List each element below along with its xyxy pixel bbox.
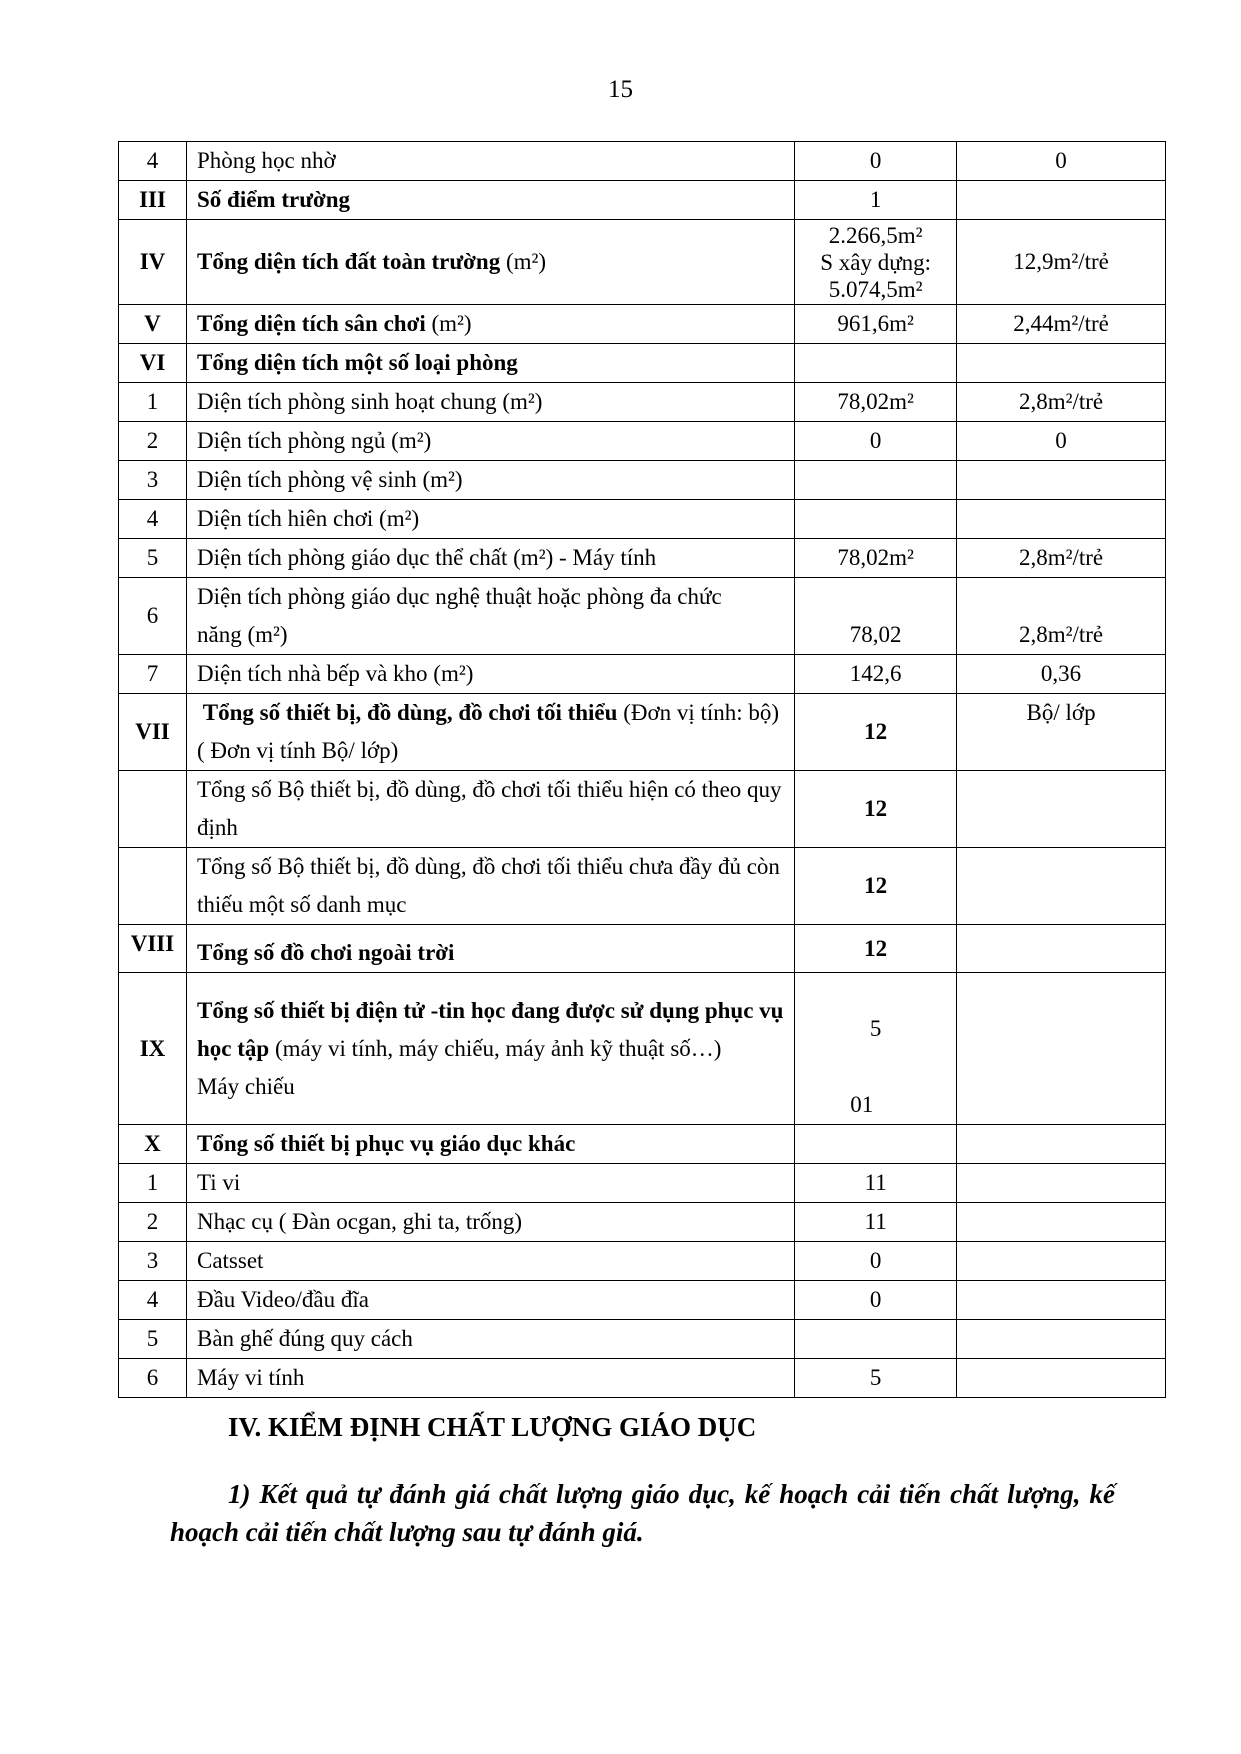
row-number: VIII <box>119 925 187 973</box>
row-ratio <box>957 1125 1166 1164</box>
row-label: Máy vi tính <box>186 1359 794 1398</box>
table-row <box>119 1125 1166 1164</box>
row-ratio: Bộ/ lớp <box>957 694 1166 771</box>
row-ratio: 12,9m²/trẻ <box>957 220 1166 305</box>
row-label <box>186 973 794 1125</box>
row-value: 961,6m² <box>795 305 957 344</box>
table-row <box>119 973 1166 1125</box>
table-row <box>119 1164 1166 1203</box>
row-ratio: 0,36 <box>957 655 1166 694</box>
row-label: Tổng số Bộ thiết bị, đồ dùng, đồ chơi tối thiểu chưa đầy đủ còn thiếu một số danh mục <box>186 848 794 925</box>
table-row <box>119 539 1166 578</box>
table-row <box>119 422 1166 461</box>
row-value: 78,02m² <box>795 539 957 578</box>
row-number: IX <box>119 973 187 1125</box>
row-label: Diện tích phòng ngủ (m²) <box>186 422 794 461</box>
row-number: 6 <box>119 1359 187 1398</box>
row-label-bold: Tổng diện tích sân chơi <box>196 311 426 336</box>
row-value-line: 5 <box>869 1016 882 1041</box>
table-row <box>119 181 1166 220</box>
row-value: 12 <box>795 771 957 848</box>
row-value: 5 <box>795 1359 957 1398</box>
row-ratio <box>957 1242 1166 1281</box>
row-value-extra: 01 <box>850 1092 874 1117</box>
row-number: 4 <box>119 1281 187 1320</box>
row-ratio: 0 <box>957 142 1166 181</box>
row-number: 3 <box>119 461 187 500</box>
row-label: Diện tích nhà bếp và kho (m²) <box>186 655 794 694</box>
facilities-table <box>118 141 1166 1398</box>
row-label-line: năng (m²) <box>196 622 288 647</box>
row-label: Diện tích phòng sinh hoạt chung (m²) <box>186 383 794 422</box>
table-row <box>119 142 1166 181</box>
table-row <box>119 655 1166 694</box>
table-row <box>119 1359 1166 1398</box>
row-number: 2 <box>119 1203 187 1242</box>
row-value <box>795 1320 957 1359</box>
row-number: 5 <box>119 1320 187 1359</box>
row-ratio <box>957 344 1166 383</box>
table-row <box>119 578 1166 655</box>
row-value: 12 <box>795 925 957 973</box>
table-row <box>119 771 1166 848</box>
row-label: Nhạc cụ ( Đàn ocgan, ghi ta, trống) <box>186 1203 794 1242</box>
row-ratio: 2,44m²/trẻ <box>957 305 1166 344</box>
table-row <box>119 1281 1166 1320</box>
row-label <box>186 220 794 305</box>
row-label-line: Diện tích phòng giáo dục nghệ thuật hoặc phòng đa chức <box>196 584 722 609</box>
row-ratio <box>957 1203 1166 1242</box>
row-ratio <box>957 771 1166 848</box>
row-label: Catsset <box>186 1242 794 1281</box>
row-label: Tổng số đồ chơi ngoài trời <box>186 925 794 973</box>
row-number: 4 <box>119 142 187 181</box>
row-value: 0 <box>795 422 957 461</box>
row-number <box>119 771 187 848</box>
row-number: 2 <box>119 422 187 461</box>
row-label <box>186 578 794 655</box>
row-number: IV <box>119 220 187 305</box>
row-ratio <box>957 925 1166 973</box>
row-label-rest: (máy vi tính, máy chiếu, máy ảnh kỹ thuật số…) <box>269 1035 722 1061</box>
row-number: 4 <box>119 500 187 539</box>
row-value: 0 <box>795 142 957 181</box>
table-row <box>119 1242 1166 1281</box>
row-value: 11 <box>795 1164 957 1203</box>
row-label-extra: Máy chiếu <box>196 1073 295 1099</box>
row-ratio <box>957 848 1166 925</box>
row-label-bold: Tổng diện tích đất toàn trường <box>196 249 501 274</box>
row-ratio <box>957 1281 1166 1320</box>
row-label: Diện tích phòng giáo dục thể chất (m²) - Máy tính <box>186 539 794 578</box>
row-number: 7 <box>119 655 187 694</box>
row-value <box>795 1125 957 1164</box>
row-value-line: S xây dựng: <box>820 249 932 275</box>
row-number <box>119 848 187 925</box>
row-number: VII <box>119 694 187 771</box>
table-row <box>119 220 1166 305</box>
row-value: 0 <box>795 1242 957 1281</box>
row-value <box>795 500 957 539</box>
row-value: 0 <box>795 1281 957 1320</box>
row-value: 12 <box>795 848 957 925</box>
row-ratio <box>957 1359 1166 1398</box>
row-ratio: 2,8m²/trẻ <box>957 578 1166 655</box>
row-value <box>795 344 957 383</box>
table-row <box>119 925 1166 973</box>
row-ratio: 2,8m²/trẻ <box>957 383 1166 422</box>
row-number: 1 <box>119 1164 187 1203</box>
row-ratio <box>957 181 1166 220</box>
table-row <box>119 344 1166 383</box>
table-row <box>119 694 1166 771</box>
section-heading: IV. KIỂM ĐỊNH CHẤT LƯỢNG GIÁO DỤC <box>228 1412 757 1442</box>
row-number: VI <box>119 344 187 383</box>
row-ratio: 0 <box>957 422 1166 461</box>
row-value: 78,02 <box>795 578 957 655</box>
row-label: Đầu Video/đầu đĩa <box>186 1281 794 1320</box>
table-row <box>119 848 1166 925</box>
row-value: 12 <box>795 694 957 771</box>
row-value: 11 <box>795 1203 957 1242</box>
row-number: 6 <box>119 578 187 655</box>
row-label: Số điểm trường <box>186 181 794 220</box>
row-label: Phòng học nhờ <box>186 142 794 181</box>
row-label-rest: (Đơn vị tính: bộ) ( Đơn vị tính Bộ/ lớp) <box>196 700 780 763</box>
section-paragraph: 1) Kết quả tự đánh giá chất lượng giáo dục, kế hoạch cải tiến chất lượng, kế hoạch cải tiến chất lượng sau tự đánh giá. <box>170 1479 1115 1547</box>
row-ratio <box>957 1164 1166 1203</box>
row-value-line: 2.266,5m² <box>828 222 923 248</box>
table-row <box>119 383 1166 422</box>
table-row <box>119 1320 1166 1359</box>
row-label: Ti vi <box>186 1164 794 1203</box>
row-value <box>795 461 957 500</box>
row-label-bold: Tổng số thiết bị điện tử -tin học đang được sử dụng phục vụ học tập <box>196 997 784 1061</box>
row-label: Tổng số Bộ thiết bị, đồ dùng, đồ chơi tối thiểu hiện có theo quy định <box>186 771 794 848</box>
row-label-unit: (m²) <box>425 311 472 336</box>
row-label-bold: Tổng số thiết bị, đồ dùng, đồ chơi tối thiểu <box>202 700 618 725</box>
row-value: 1 <box>795 181 957 220</box>
row-ratio <box>957 973 1166 1125</box>
row-value: 78,02m² <box>795 383 957 422</box>
row-label: Diện tích hiên chơi (m²) <box>186 500 794 539</box>
row-number: V <box>119 305 187 344</box>
row-label: Diện tích phòng vệ sinh (m²) <box>186 461 794 500</box>
table-row <box>119 500 1166 539</box>
row-value <box>795 220 957 305</box>
row-number: 5 <box>119 539 187 578</box>
row-label <box>186 305 794 344</box>
row-number: X <box>119 1125 187 1164</box>
row-ratio: 2,8m²/trẻ <box>957 539 1166 578</box>
page-number: 15 <box>608 76 633 103</box>
row-label: Tổng diện tích một số loại phòng <box>186 344 794 383</box>
row-value: 142,6 <box>795 655 957 694</box>
row-ratio <box>957 461 1166 500</box>
row-label <box>186 694 794 771</box>
row-number: III <box>119 181 187 220</box>
table-row <box>119 461 1166 500</box>
row-label: Bàn ghế đúng quy cách <box>186 1320 794 1359</box>
row-value-line: 5.074,5m² <box>828 276 923 302</box>
row-number: 3 <box>119 1242 187 1281</box>
row-ratio <box>957 500 1166 539</box>
row-value <box>795 973 957 1125</box>
row-label: Tổng số thiết bị phục vụ giáo dục khác <box>186 1125 794 1164</box>
table-row <box>119 305 1166 344</box>
row-number: 1 <box>119 383 187 422</box>
row-label-unit: (m²) <box>500 249 547 274</box>
row-ratio <box>957 1320 1166 1359</box>
table-row <box>119 1203 1166 1242</box>
